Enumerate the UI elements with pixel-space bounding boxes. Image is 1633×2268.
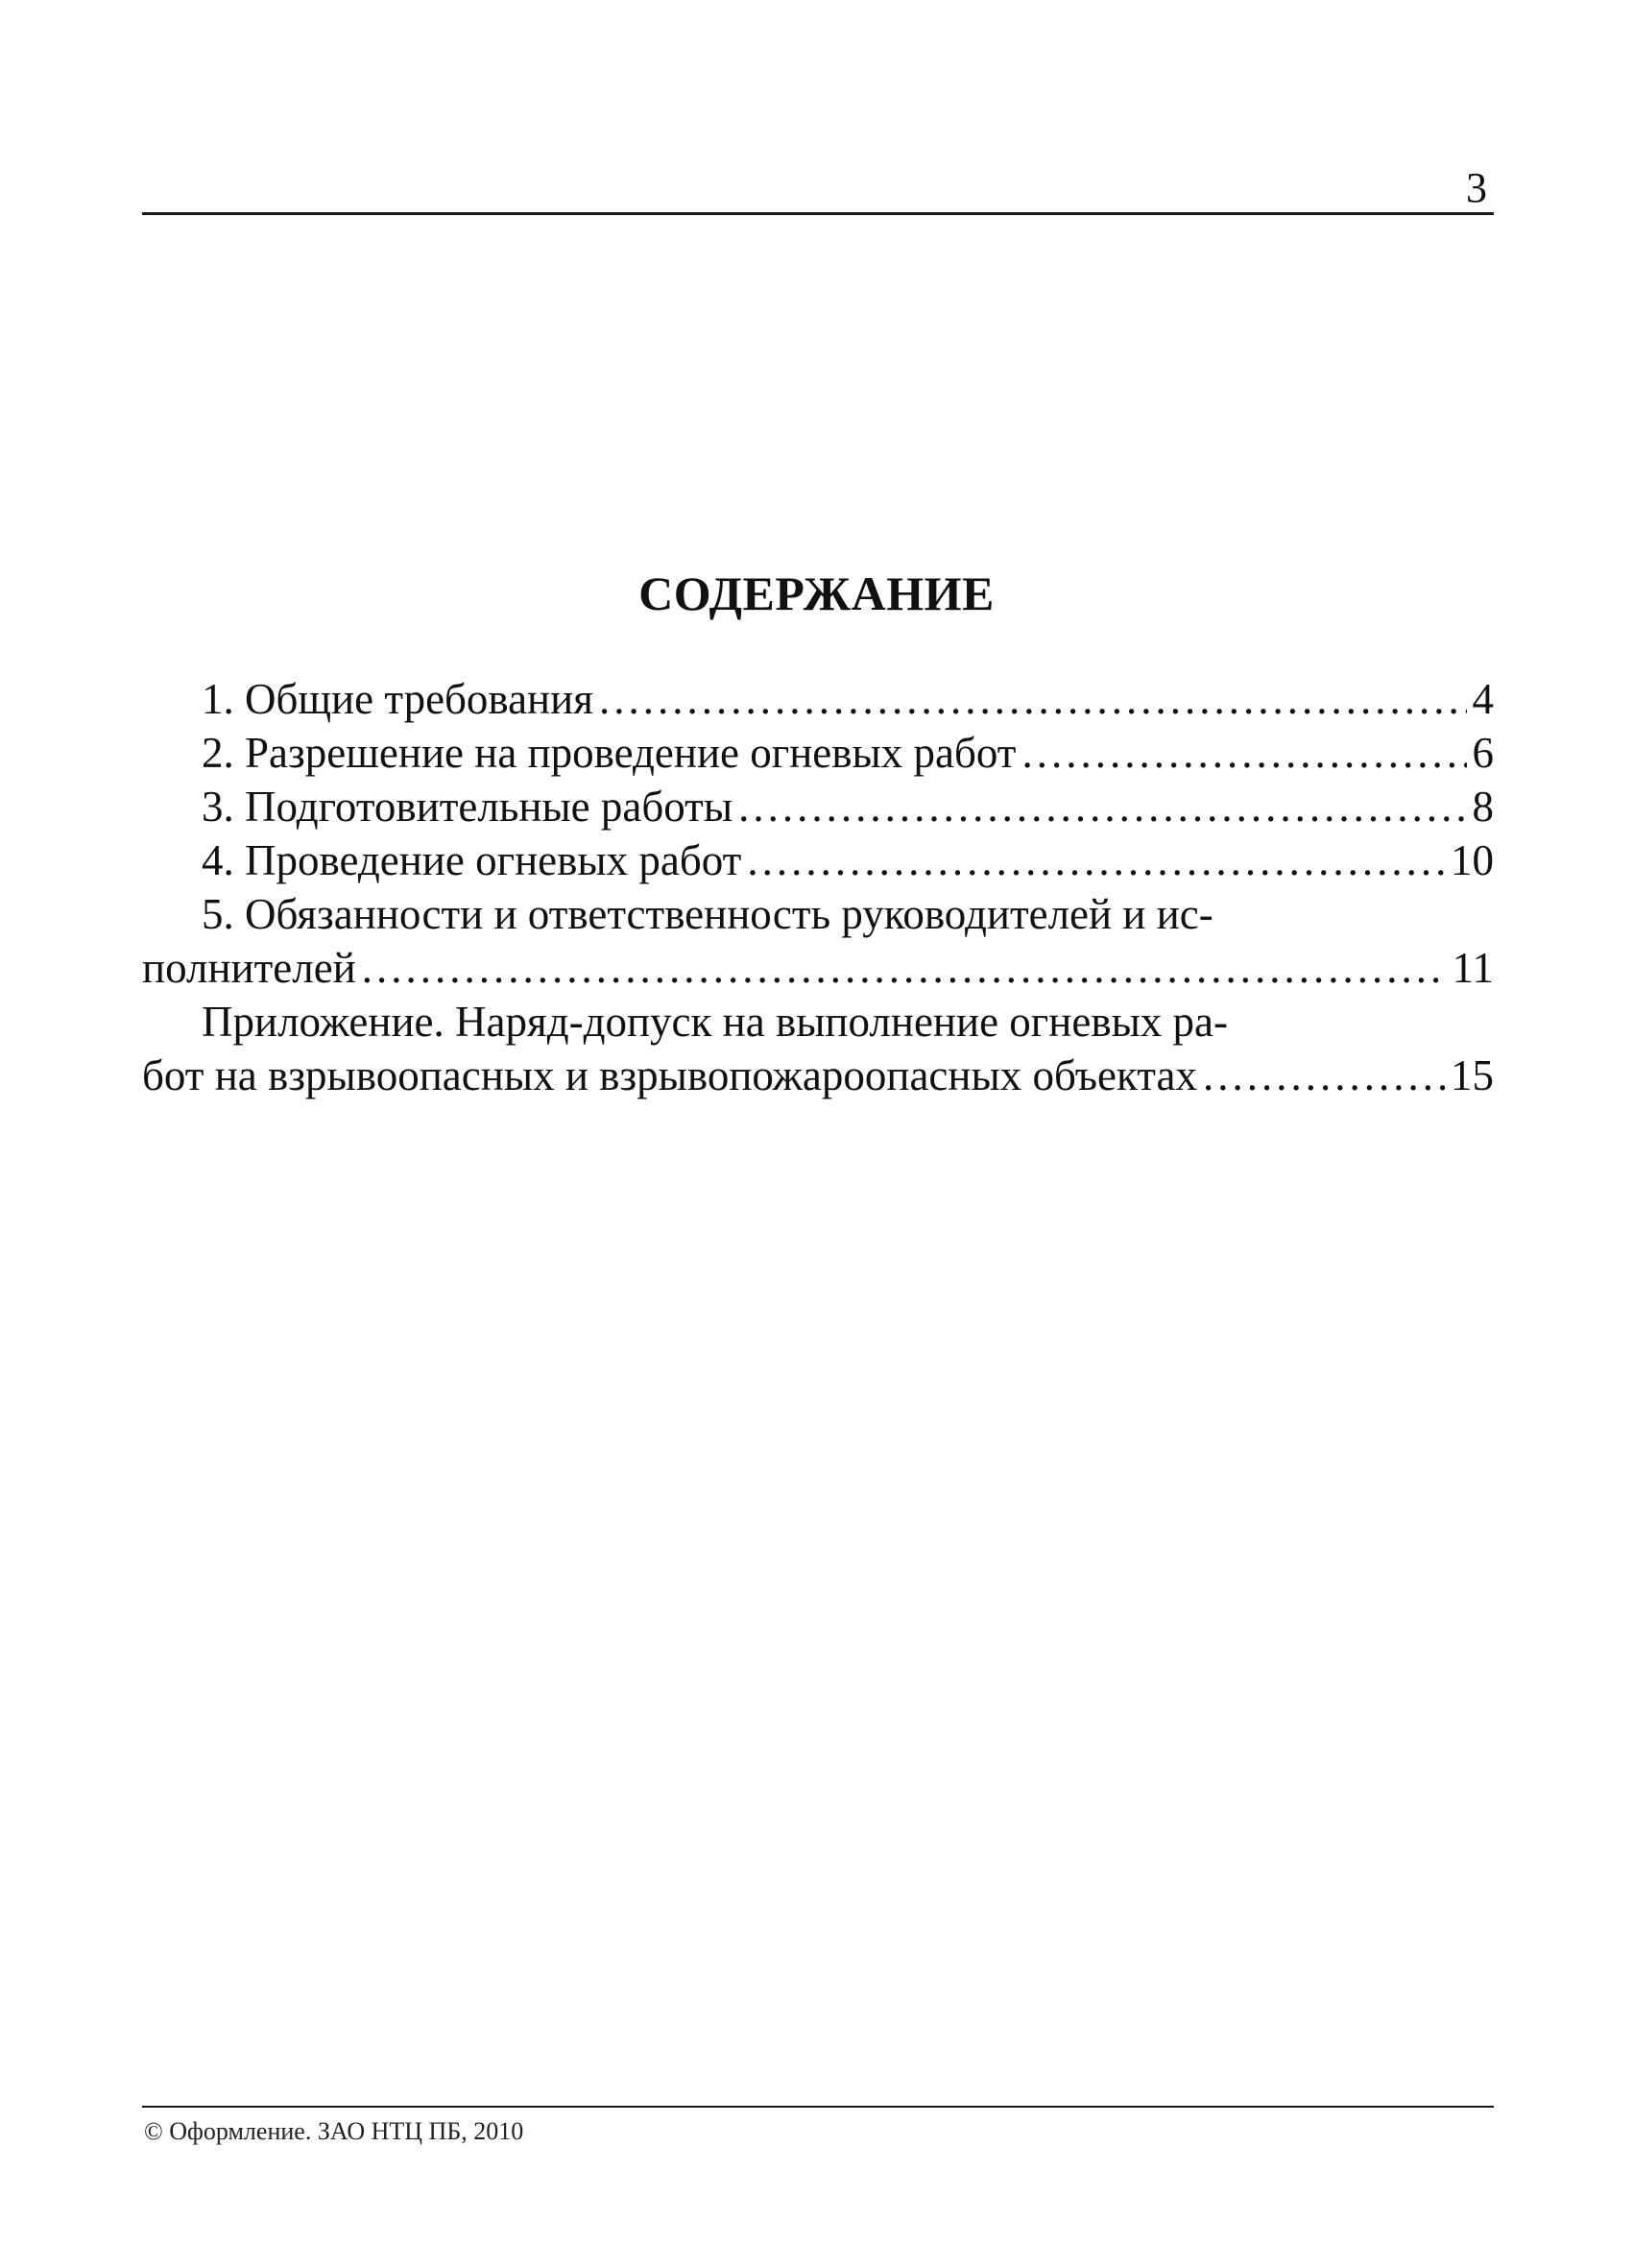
toc-entry-page: 8 (1472, 783, 1494, 831)
toc-entry-5[interactable] (142, 887, 1494, 995)
toc-entry-3[interactable] (142, 780, 1494, 833)
toc-entry-text: 2. Разрешение на проведение огневых работ (202, 729, 1017, 777)
page-title: СОДЕРЖАНИЕ (638, 567, 995, 620)
dot-leader (747, 833, 1445, 887)
toc-entry-text: 5. Обязанности и ответственность руководителей и ис- (202, 890, 1213, 938)
toc-entry-page: 11 (1452, 944, 1494, 992)
footer-rule (142, 2106, 1494, 2108)
toc-entry-text: 1. Общие требования (202, 675, 593, 723)
toc-entry-text: 4. Проведение огневых работ (202, 836, 742, 884)
toc-entry-text-continued: полнителей (142, 944, 356, 992)
toc-entry-text: 3. Подготовительные работы (202, 783, 733, 831)
header-rule (142, 212, 1494, 215)
toc-entry-page: 15 (1451, 1051, 1494, 1099)
toc-entry-page: 10 (1451, 836, 1494, 884)
toc-entry-text-continued: бот на взрывоопасных и взрывопожароопасных объектах (142, 1051, 1197, 1099)
toc-entry-page: 6 (1472, 729, 1494, 777)
toc-entry-4[interactable] (142, 833, 1494, 887)
dot-leader (1203, 1049, 1445, 1102)
toc-entry-1[interactable] (142, 672, 1494, 726)
dot-leader (738, 780, 1466, 833)
dot-leader (362, 941, 1447, 995)
dot-leader (599, 672, 1467, 726)
toc-entry-page: 4 (1472, 675, 1494, 723)
toc-entry-2[interactable] (142, 726, 1494, 780)
footer-copyright: © Оформление. ЗАО НТЦ ПБ, 2010 (144, 2117, 524, 2145)
page-number: 3 (1466, 164, 1487, 211)
toc-entry-line (142, 887, 1494, 941)
toc-entry-line (142, 1049, 1494, 1102)
toc-entry-line (142, 941, 1494, 995)
dot-leader (1021, 726, 1466, 780)
toc-entry-text: Приложение. Наряд-допуск на выполнение огневых ра- (202, 998, 1229, 1046)
table-of-contents (142, 672, 1494, 1102)
toc-entry-line (142, 995, 1494, 1049)
toc-entry-appendix[interactable] (142, 995, 1494, 1102)
